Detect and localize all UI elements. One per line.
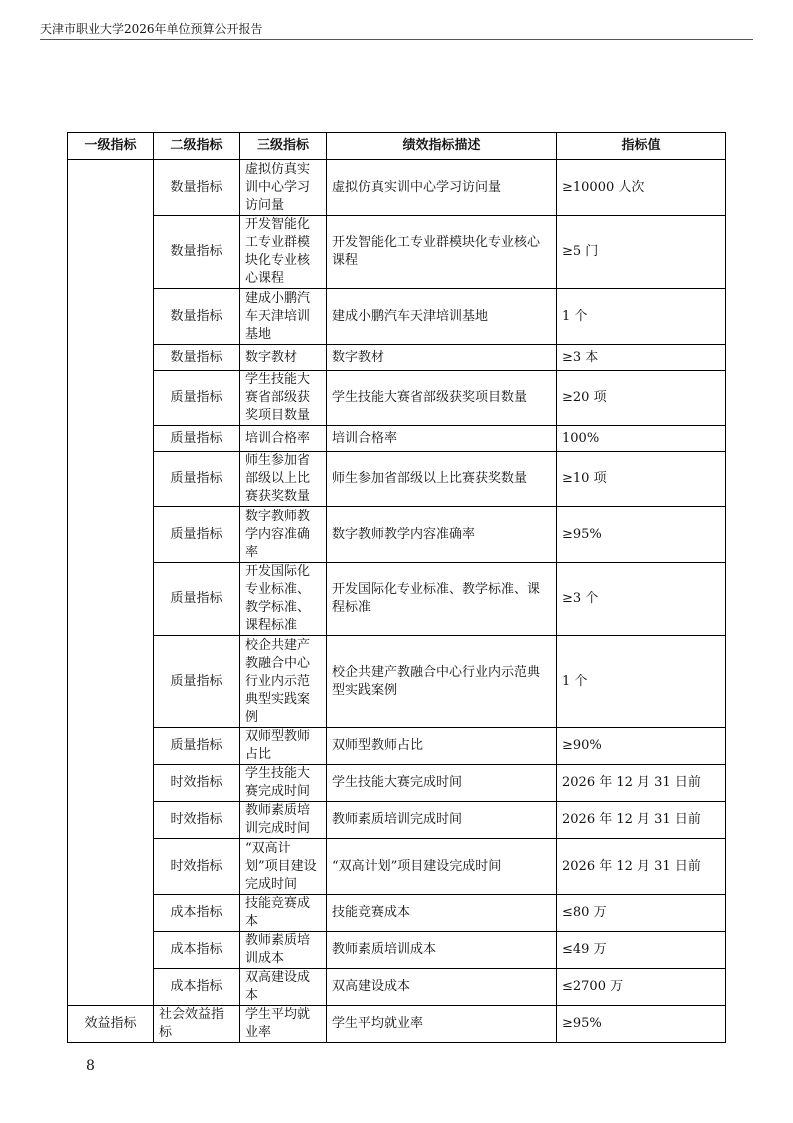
table-row	[68, 563, 726, 636]
page-header: 天津市职业大学2026年单位预算公开报告	[40, 22, 263, 36]
page-number: 8	[86, 1058, 95, 1074]
table-row	[68, 426, 726, 452]
table-row	[68, 345, 726, 371]
value-cell: 2026 年 12 月 31 日前	[557, 839, 726, 895]
level3-cell: 数字教师教学内容准确率	[240, 507, 327, 563]
value-cell: ≥20 项	[557, 371, 726, 426]
level3-cell: 教师素质培训完成时间	[240, 802, 327, 839]
level3-cell: 双师型教师占比	[240, 728, 327, 765]
value-cell: ≥95%	[557, 1006, 726, 1043]
table-row	[68, 507, 726, 563]
level2-cell: 社会效益指标	[154, 1006, 240, 1043]
description-cell: 建成小鹏汽车天津培训基地	[327, 289, 557, 345]
level3-cell: “双高计划”项目建设完成时间	[240, 839, 327, 895]
value-cell: ≥3 本	[557, 345, 726, 371]
value-cell: ≥10 项	[557, 452, 726, 507]
description-cell: 学生技能大赛省部级获奖项目数量	[327, 371, 557, 426]
level3-cell: 技能竞赛成本	[240, 895, 327, 932]
level3-cell: 建成小鹏汽车天津培训基地	[240, 289, 327, 345]
level2-cell: 成本指标	[154, 895, 240, 932]
level3-cell: 培训合格率	[240, 426, 327, 452]
level3-cell: 双高建设成本	[240, 969, 327, 1006]
table-row	[68, 839, 726, 895]
description-cell: 数字教师教学内容准确率	[327, 507, 557, 563]
header-divider	[40, 39, 753, 40]
table-row	[68, 216, 726, 289]
value-cell: 1 个	[557, 636, 726, 728]
level2-cell: 数量指标	[154, 345, 240, 371]
value-cell: ≤49 万	[557, 932, 726, 969]
description-cell: “双高计划”项目建设完成时间	[327, 839, 557, 895]
level2-cell: 质量指标	[154, 563, 240, 636]
value-cell: 100%	[557, 426, 726, 452]
table-row	[68, 932, 726, 969]
level2-cell: 数量指标	[154, 160, 240, 216]
value-cell: ≤80 万	[557, 895, 726, 932]
description-cell: 开发智能化工专业群模块化专业核心课程	[327, 216, 557, 289]
level2-cell: 时效指标	[154, 765, 240, 802]
column-header: 二级指标	[154, 133, 240, 160]
description-cell: 培训合格率	[327, 426, 557, 452]
value-cell: 1 个	[557, 289, 726, 345]
level3-cell: 学生技能大赛完成时间	[240, 765, 327, 802]
level2-cell: 质量指标	[154, 426, 240, 452]
level3-cell: 学生技能大赛省部级获奖项目数量	[240, 371, 327, 426]
table-row	[68, 289, 726, 345]
description-cell: 校企共建产教融合中心行业内示范典型实践案例	[327, 636, 557, 728]
value-cell: ≥5 门	[557, 216, 726, 289]
level2-cell: 数量指标	[154, 289, 240, 345]
description-cell: 虚拟仿真实训中心学习访问量	[327, 160, 557, 216]
value-cell: 2026 年 12 月 31 日前	[557, 765, 726, 802]
description-cell: 学生技能大赛完成时间	[327, 765, 557, 802]
description-cell: 教师素质培训成本	[327, 932, 557, 969]
level3-cell: 数字教材	[240, 345, 327, 371]
description-cell: 数字教材	[327, 345, 557, 371]
performance-indicator-table	[67, 132, 726, 1043]
column-header: 一级指标	[68, 133, 154, 160]
column-header: 绩效指标描述	[327, 133, 557, 160]
column-header: 三级指标	[240, 133, 327, 160]
description-cell: 技能竞赛成本	[327, 895, 557, 932]
level2-cell: 质量指标	[154, 452, 240, 507]
value-cell: ≥95%	[557, 507, 726, 563]
level1-cell-empty	[68, 160, 154, 1006]
table-row	[68, 802, 726, 839]
level3-cell: 师生参加省部级以上比赛获奖数量	[240, 452, 327, 507]
value-cell: 2026 年 12 月 31 日前	[557, 802, 726, 839]
level3-cell: 学生平均就业率	[240, 1006, 327, 1043]
level1-cell: 效益指标	[68, 1006, 154, 1043]
level2-cell: 时效指标	[154, 802, 240, 839]
level3-cell: 开发智能化工专业群模块化专业核心课程	[240, 216, 327, 289]
table-row	[68, 452, 726, 507]
table-row	[68, 969, 726, 1006]
table-header-row	[68, 133, 726, 160]
description-cell: 学生平均就业率	[327, 1006, 557, 1043]
description-cell: 双师型教师占比	[327, 728, 557, 765]
level2-cell: 质量指标	[154, 636, 240, 728]
description-cell: 双高建设成本	[327, 969, 557, 1006]
level2-cell: 质量指标	[154, 371, 240, 426]
level2-cell: 质量指标	[154, 728, 240, 765]
level3-cell: 校企共建产教融合中心行业内示范典型实践案例	[240, 636, 327, 728]
description-cell: 开发国际化专业标准、教学标准、课程标准	[327, 563, 557, 636]
column-header: 指标值	[557, 133, 726, 160]
level2-cell: 成本指标	[154, 932, 240, 969]
table-row	[68, 1006, 726, 1043]
table-row	[68, 728, 726, 765]
level2-cell: 成本指标	[154, 969, 240, 1006]
value-cell: ≥3 个	[557, 563, 726, 636]
value-cell: ≥90%	[557, 728, 726, 765]
level2-cell: 数量指标	[154, 216, 240, 289]
value-cell: ≤2700 万	[557, 969, 726, 1006]
level3-cell: 教师素质培训成本	[240, 932, 327, 969]
value-cell: ≥10000 人次	[557, 160, 726, 216]
level2-cell: 时效指标	[154, 839, 240, 895]
table-row	[68, 636, 726, 728]
level3-cell: 开发国际化专业标准、教学标准、课程标准	[240, 563, 327, 636]
level2-cell: 质量指标	[154, 507, 240, 563]
table-row	[68, 765, 726, 802]
table-row	[68, 371, 726, 426]
level3-cell: 虚拟仿真实训中心学习访问量	[240, 160, 327, 216]
description-cell: 师生参加省部级以上比赛获奖数量	[327, 452, 557, 507]
description-cell: 教师素质培训完成时间	[327, 802, 557, 839]
table-row	[68, 895, 726, 932]
table-row	[68, 160, 726, 216]
